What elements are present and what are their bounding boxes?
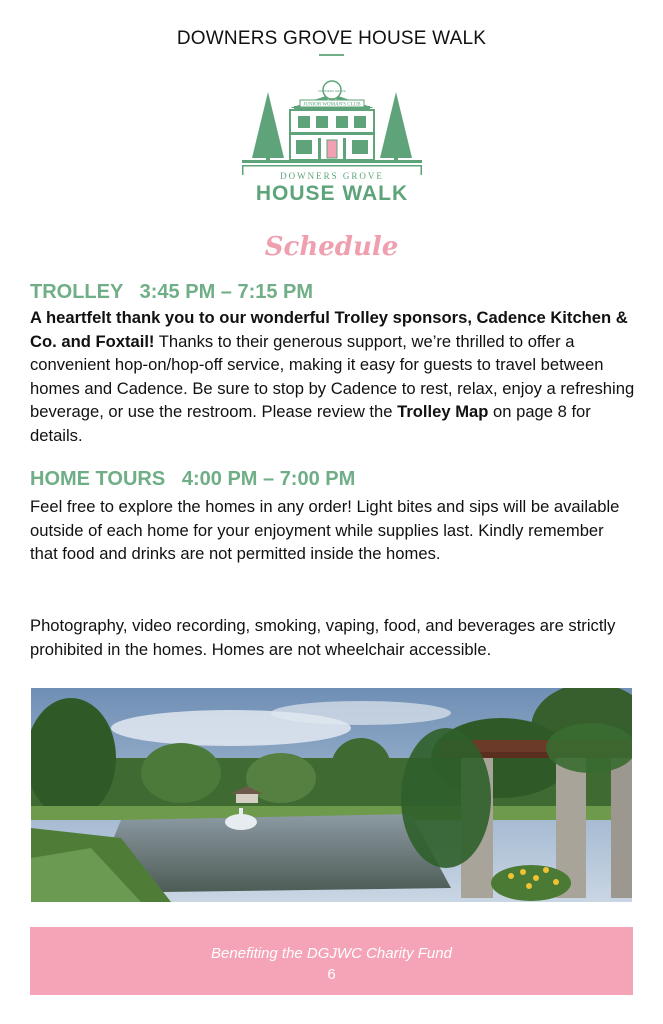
home-tours-heading: HOME TOURS 4:00 PM – 7:00 PM bbox=[30, 468, 356, 490]
page-header-title: DOWNERS GROVE HOUSE WALK bbox=[176, 28, 487, 49]
trolley-sponsor-thanks: A heartfelt thank you to our wonderful Trolley sponsors, Cadence Kitchen & Co. and Foxtail! bbox=[30, 308, 628, 351]
page-number: 6 bbox=[327, 966, 336, 983]
park-pond-photo bbox=[31, 688, 632, 902]
logo-badge-text: DOWNERS GROVE bbox=[318, 89, 346, 93]
schedule-heading: Schedule bbox=[264, 232, 399, 262]
trolley-text-b: on page 8 for details. bbox=[30, 402, 591, 445]
footer-banner bbox=[30, 927, 633, 995]
trolley-heading: TROLLEY 3:45 PM – 7:15 PM bbox=[30, 281, 314, 303]
trolley-text-a: Thanks to their generous support, we’re thrilled to offer a convenient hop-on/hop-off service, making it easy for guests to travel between homes and Cadence. Be sure to stop by Cadence to rest, relax, enjoy a refreshing beverage, or use the restroom. Please review the bbox=[30, 331, 635, 421]
logo-subtitle: DOWNERS GROVE bbox=[280, 171, 384, 181]
footer-charity-line: Benefiting the DGJWC Charity Fund bbox=[211, 945, 452, 962]
logo-club-text: JUNIOR WOMAN'S CLUB bbox=[303, 102, 361, 108]
header-divider bbox=[319, 54, 344, 56]
trolley-map-reference: Trolley Map bbox=[397, 402, 489, 421]
logo-title: HOUSE WALK bbox=[255, 182, 409, 205]
trolley-paragraph bbox=[30, 306, 635, 447]
home-tours-paragraph-2: Photography, video recording, smoking, vaping, food, and beverages are strictly prohibited in the homes. Homes are not wheelchair accessible. bbox=[30, 616, 616, 659]
home-tours-paragraph-1: Feel free to explore the homes in any order! Light bites and sips will be available outside of each home for your enjoyment while supplies last. Kindly remember that food and drinks are not permitted inside the homes. bbox=[30, 497, 620, 563]
